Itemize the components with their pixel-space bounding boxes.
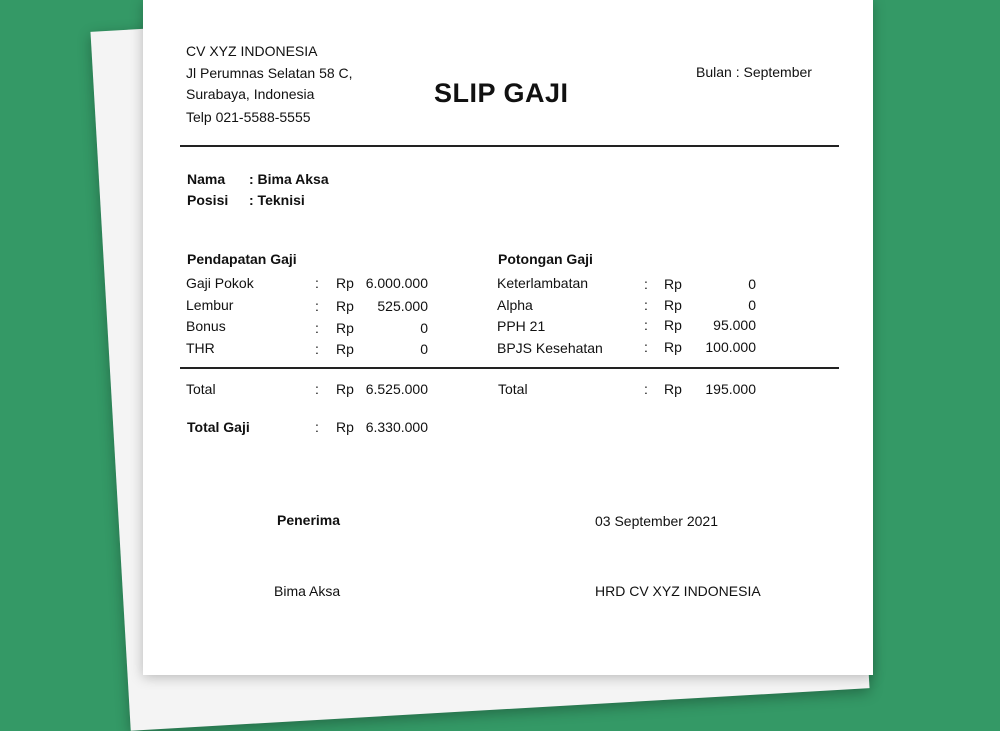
- deduction-item-label: PPH 21: [497, 318, 546, 334]
- colon: :: [644, 276, 648, 292]
- income-total-label: Total: [186, 381, 216, 397]
- deduction-item-amount: 0: [748, 297, 756, 313]
- currency-label: Rp: [664, 276, 682, 292]
- receiver-name: Bima Aksa: [274, 583, 341, 599]
- deduction-item-amount: 0: [748, 276, 756, 292]
- currency-label: Rp: [664, 381, 682, 397]
- currency-label: Rp: [664, 317, 682, 333]
- header-divider: [180, 145, 839, 147]
- income-item-amount: 0: [420, 341, 428, 357]
- income-item-label: Gaji Pokok: [186, 275, 254, 291]
- issuer-name: HRD CV XYZ INDONESIA: [595, 583, 761, 599]
- colon: :: [315, 320, 319, 336]
- income-item-label: Lembur: [186, 297, 234, 313]
- income-item-amount: 525.000: [377, 298, 428, 314]
- document-title: SLIP GAJI: [434, 78, 569, 108]
- currency-label: Rp: [664, 339, 682, 355]
- currency-label: Rp: [336, 275, 354, 291]
- receiver-label: Penerima: [277, 512, 341, 528]
- income-heading: Pendapatan Gaji: [187, 251, 297, 267]
- income-item-label: THR: [186, 340, 215, 356]
- net-salary-amount: 6.330.000: [365, 419, 428, 435]
- currency-label: Rp: [336, 298, 354, 314]
- currency-label: Rp: [336, 341, 354, 357]
- deduction-item-label: Keterlambatan: [497, 275, 589, 291]
- deduction-item-amount: 95.000: [713, 317, 756, 333]
- colon: :: [644, 317, 648, 333]
- issue-date: 03 September 2021: [595, 513, 718, 529]
- currency-label: Rp: [336, 419, 354, 435]
- employee-position-value: : Teknisi: [249, 192, 305, 208]
- deduction-item-label: BPJS Kesehatan: [497, 340, 603, 356]
- company-phone: Telp 021-5588-5555: [186, 109, 311, 125]
- employee-position-label: Posisi: [187, 192, 229, 208]
- currency-label: Rp: [664, 297, 682, 313]
- colon: :: [315, 275, 319, 291]
- colon: :: [315, 419, 319, 435]
- currency-label: Rp: [336, 381, 354, 397]
- employee-name-value: : Bima Aksa: [249, 171, 329, 187]
- colon: :: [644, 381, 648, 397]
- colon: :: [644, 339, 648, 355]
- deductions-heading: Potongan Gaji: [498, 251, 593, 267]
- deduction-item-amount: 100.000: [705, 339, 756, 355]
- income-item-amount: 6.000.000: [365, 275, 428, 291]
- currency-label: Rp: [336, 320, 354, 336]
- colon: :: [644, 297, 648, 313]
- income-total-amount: 6.525.000: [365, 381, 428, 397]
- period-label: Bulan : September: [696, 64, 812, 80]
- net-salary-label: Total Gaji: [187, 419, 250, 435]
- income-item-amount: 0: [420, 320, 428, 336]
- deductions-total-amount: 195.000: [705, 381, 756, 397]
- deductions-total-label: Total: [498, 381, 528, 397]
- company-address-line1: Jl Perumnas Selatan 58 C,: [186, 65, 353, 81]
- colon: :: [315, 341, 319, 357]
- employee-name-label: Nama: [187, 171, 226, 187]
- income-item-label: Bonus: [186, 318, 226, 334]
- colon: :: [315, 298, 319, 314]
- company-address-line2: Surabaya, Indonesia: [186, 86, 315, 102]
- salary-slip-document: [143, 0, 873, 675]
- deduction-item-label: Alpha: [497, 297, 533, 313]
- totals-divider: [180, 367, 839, 369]
- colon: :: [315, 381, 319, 397]
- company-name: CV XYZ INDONESIA: [186, 43, 318, 59]
